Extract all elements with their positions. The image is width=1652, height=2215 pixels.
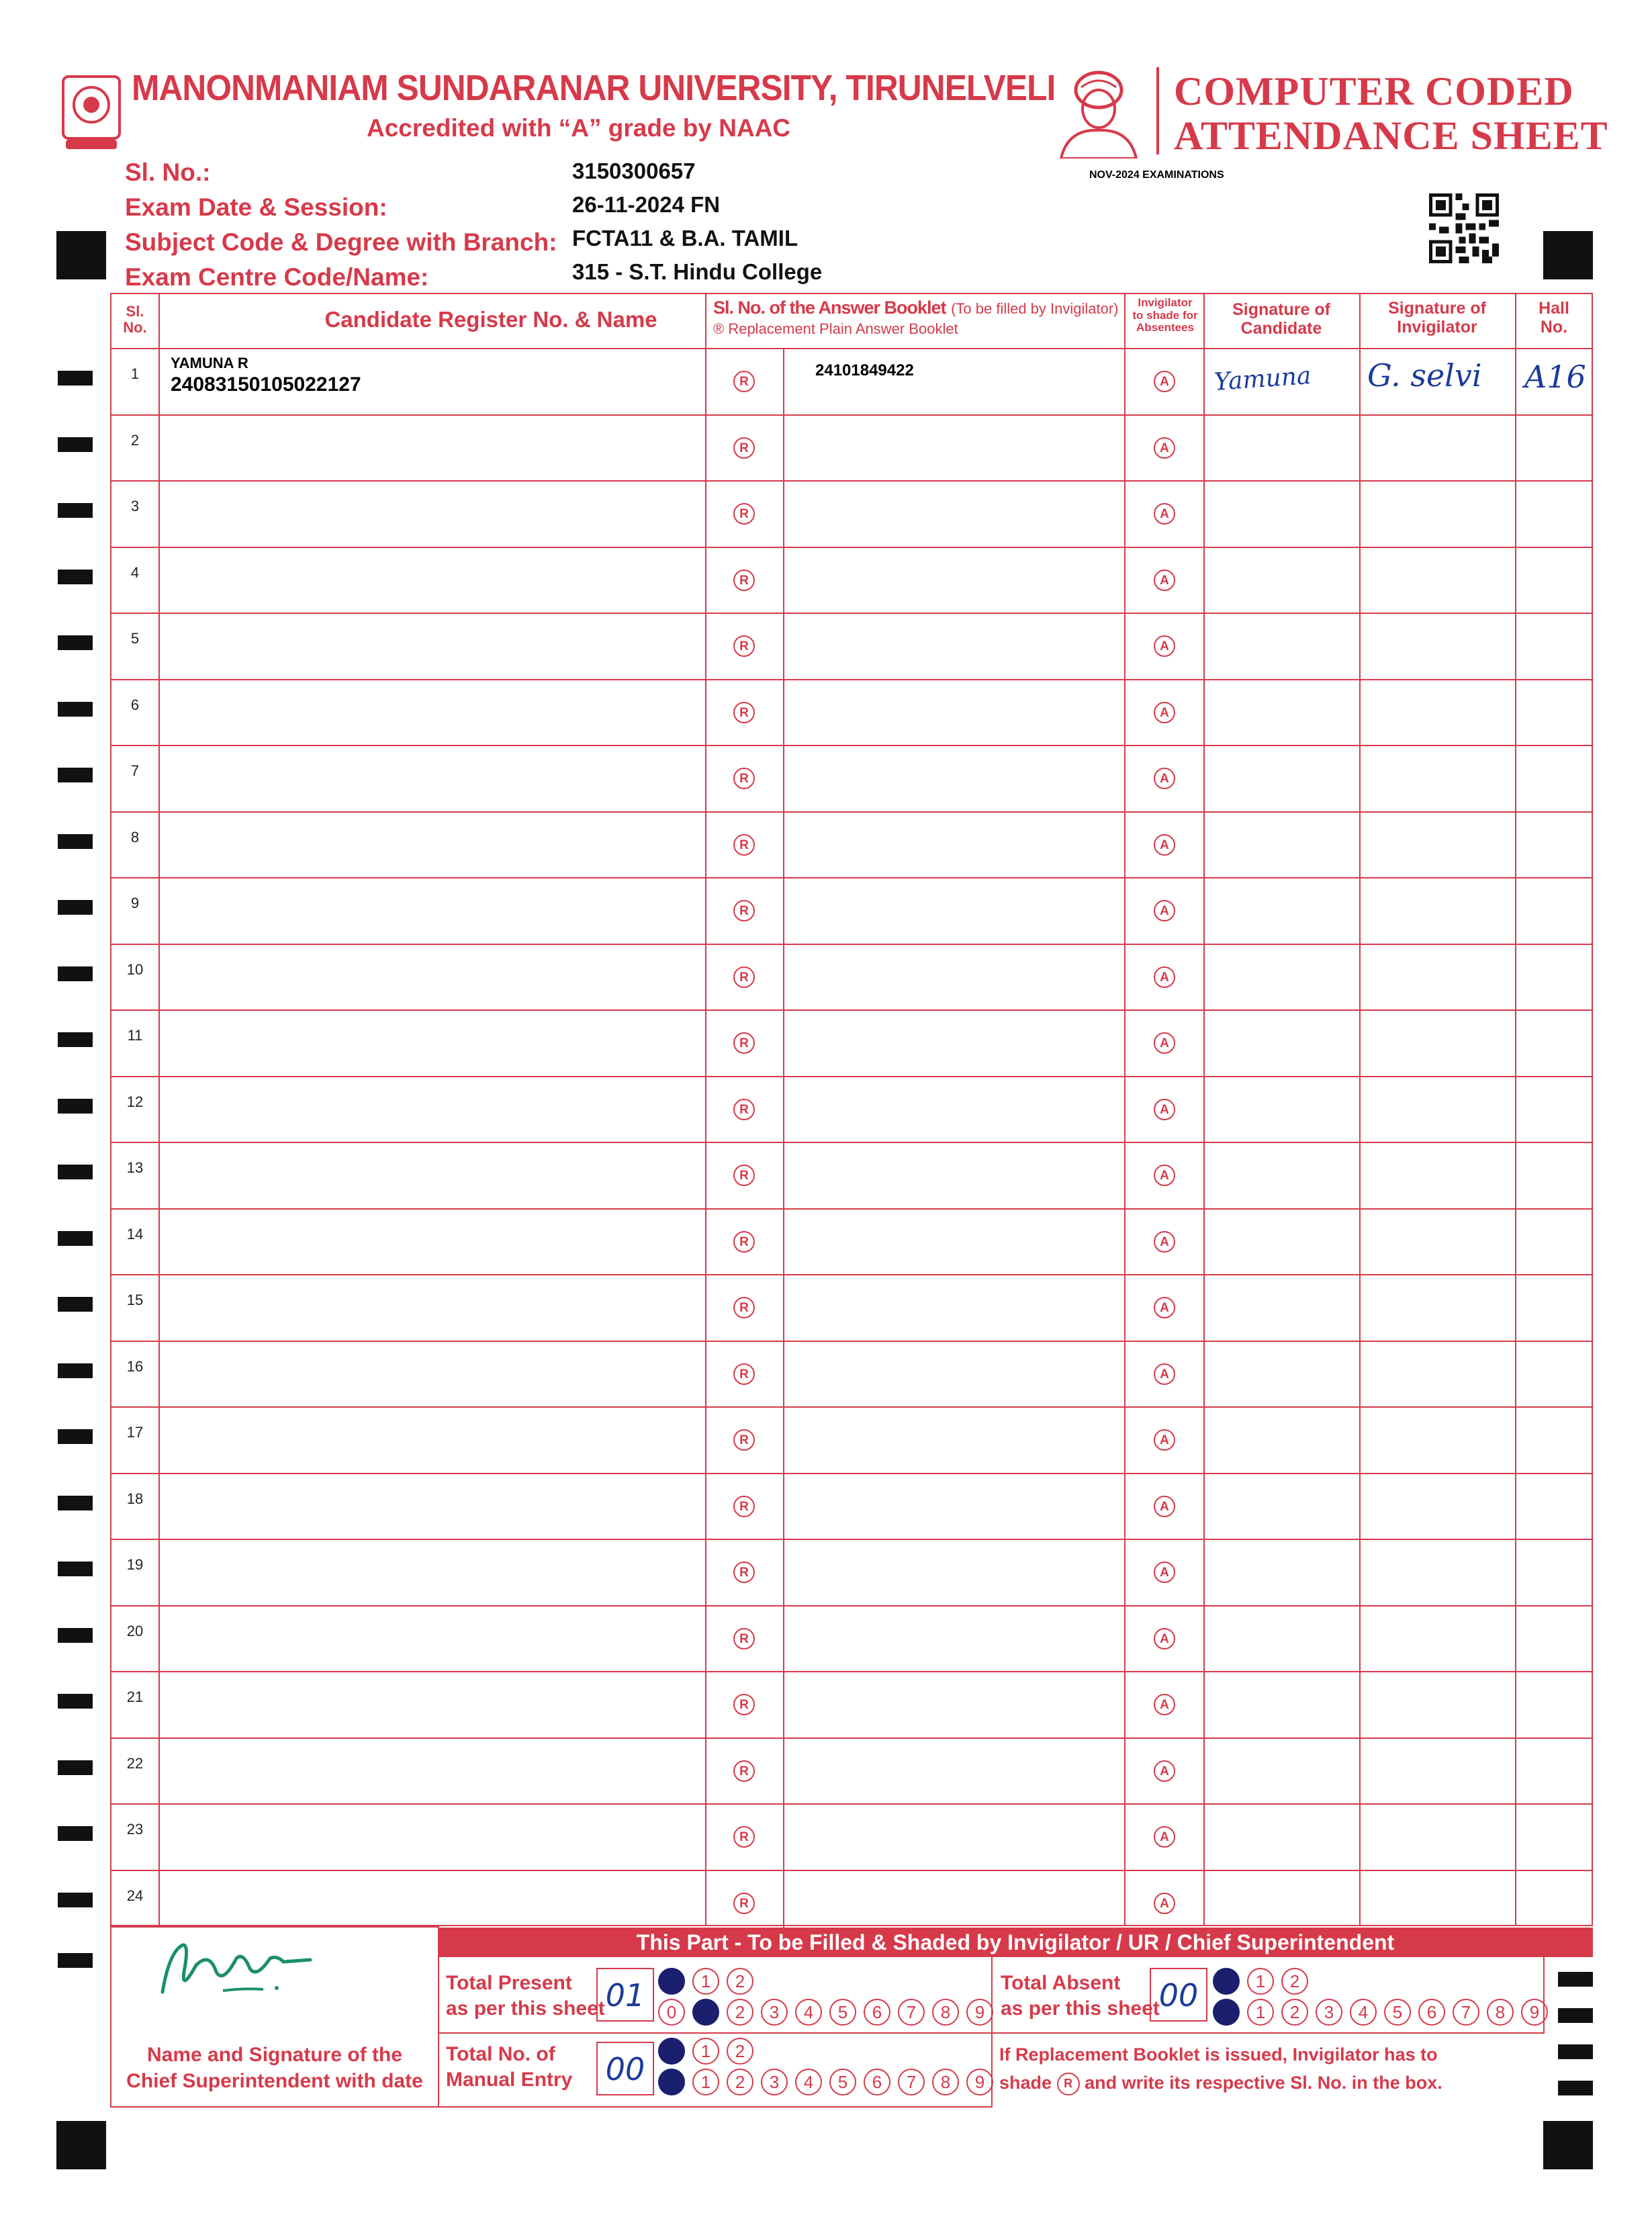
col-header-hall-no: Hall No. [1539,299,1569,336]
replacement-bubble[interactable]: R [733,1893,755,1914]
timing-mark [58,1032,93,1047]
absent-units-bubble-8[interactable]: 8 [1487,1999,1514,2026]
timing-mark [58,635,93,650]
total-present-label: Total Present as per this sheet [446,1972,605,2020]
table-row [111,877,1592,944]
qr-code-icon [1429,193,1499,263]
replacement-note-line1: If Replacement Booklet is issued, Invigilator has to [999,2044,1438,2065]
present-units-bubble-4[interactable]: 4 [795,1999,822,2026]
absentee-bubble[interactable]: A [1154,1297,1175,1318]
timing-mark [58,570,93,584]
answer-booklet-no: 24101849422 [815,361,914,379]
row-number: 1 [130,365,140,382]
timing-mark [58,1496,93,1510]
table-row [111,547,1592,613]
timing-mark [58,702,93,717]
replacement-bubble[interactable]: R [733,371,755,392]
row-number: 3 [130,498,140,514]
candidate-name: YAMUNA R [171,355,248,371]
timing-mark [58,1297,93,1312]
absentee-bubble[interactable]: A [1154,1893,1175,1914]
sl-no-value: 3150300657 [572,159,696,183]
hall-number: A16 [1524,359,1586,395]
manual-units-bubble-1[interactable]: 1 [692,2069,719,2095]
present-units-bubble-5[interactable]: 5 [829,1999,856,2026]
manual-units-bubble-7[interactable]: 7 [898,2069,925,2095]
invigilator-banner: This Part - To be Filled & Shaded by Invigilator / UR / Chief Superintendent [438,1928,1593,1957]
absentee-bubble[interactable]: A [1154,503,1175,525]
table-row [111,1009,1592,1076]
present-units-bubble-6[interactable]: 6 [864,1999,890,2026]
table-row [111,1076,1592,1142]
timing-mark [58,1628,93,1643]
row-number: 9 [130,895,140,911]
absentee-bubble[interactable]: A [1154,768,1175,789]
timing-mark [58,503,93,518]
replacement-bubble[interactable]: R [733,900,755,921]
manual-units-bubble-4[interactable]: 4 [795,2069,822,2095]
absent-units-bubble-3[interactable]: 3 [1316,1999,1342,2026]
absent-units-bubble-4[interactable]: 4 [1350,1999,1377,2026]
replacement-bubble[interactable]: R [733,702,755,723]
alignment-block [1543,231,1593,279]
timing-mark [1558,1972,1593,1987]
absentee-bubble[interactable]: A [1154,1032,1175,1054]
absentee-bubble[interactable]: A [1154,966,1175,988]
absentee-bubble[interactable]: A [1154,635,1175,657]
chief-superintendent-label: Name and Signature of the Chief Superintendent with date [126,2044,423,2092]
absent-units-bubble-0[interactable]: 0 [1213,1999,1240,2026]
replacement-bubble[interactable]: R [733,1297,755,1318]
table-row [111,348,1592,414]
manual-tens-bubble-0[interactable]: 0 [658,2038,685,2065]
timing-mark [58,1165,93,1179]
row-number: 11 [127,1027,143,1044]
table-row [111,1406,1592,1473]
col-header-candidate: Candidate Register No. & Name [324,307,657,332]
attendance-table [110,293,1593,1926]
absent-tens-bubble-2[interactable]: 2 [1281,1968,1308,1995]
replacement-bubble[interactable]: R [733,1496,755,1517]
present-tens-bubble-0[interactable]: 0 [658,1968,685,1995]
absentee-bubble[interactable]: A [1154,1231,1175,1253]
absentee-bubble[interactable]: A [1154,1760,1175,1782]
alignment-block [56,2121,106,2169]
table-row [111,1671,1592,1737]
present-units-bubble-1[interactable]: 1 [692,1999,719,2026]
manual-entry-value: 00 [596,2042,654,2095]
table-row [111,1208,1592,1275]
founder-portrait-icon [1054,67,1142,159]
timing-mark [58,1760,93,1775]
row-number: 14 [126,1225,144,1242]
row-number: 24 [126,1887,144,1904]
row-number: 12 [126,1093,144,1110]
document-title-line1: COMPUTER CODED [1174,69,1574,114]
timing-mark [58,1099,93,1114]
present-units-bubble-9[interactable]: 9 [966,1999,993,2026]
row-number: 2 [130,431,140,449]
timing-mark [1558,2081,1593,2095]
absentee-bubble[interactable]: A [1154,834,1175,856]
absent-units-bubble-9[interactable]: 9 [1521,1999,1548,2026]
col-header-absentees: Invigilator to shade for Absentees [1132,296,1198,334]
timing-mark [58,1231,93,1246]
present-tens-bubble-2[interactable]: 2 [727,1968,753,1995]
replacement-note-shade: shade [999,2073,1052,2093]
replacement-bubble[interactable]: R [733,570,755,591]
manual-tens-bubble-2[interactable]: 2 [727,2038,753,2065]
row-number: 19 [126,1556,144,1573]
present-units-bubble-2[interactable]: 2 [727,1999,753,2026]
timing-mark [58,371,93,386]
total-absent-value: 00 [1150,1968,1207,2022]
candidate-register-no: 24083150105022127 [171,373,361,396]
table-row [111,1539,1592,1605]
university-logo-icon [59,74,124,152]
manual-units-bubble-2[interactable]: 2 [727,2069,753,2095]
replacement-note-symbol: R [1057,2073,1080,2095]
timing-mark [58,834,93,849]
replacement-bubble[interactable]: R [733,1826,755,1848]
timing-mark [58,1953,93,1968]
col-header-candidate-signature: Signature of Candidate [1232,300,1330,338]
replacement-bubble[interactable]: R [733,768,755,789]
replacement-note-line2 [999,2073,1442,2095]
replacement-bubble[interactable]: R [733,1760,755,1782]
chief-superintendent-signature-icon [149,1932,330,2005]
col-header-booklet-note: (To be filled by Invigilator) [951,300,1119,317]
row-number: 16 [126,1357,144,1375]
row-number: 20 [126,1622,144,1639]
present-tens-bubble-1[interactable]: 1 [692,1968,719,1995]
absent-units-bubble-6[interactable]: 6 [1418,1999,1445,2026]
replacement-bubble[interactable]: R [733,1099,755,1120]
absentee-bubble[interactable]: A [1154,437,1175,459]
absentee-bubble[interactable]: A [1154,1628,1175,1649]
table-row [111,944,1592,1010]
row-number: 23 [126,1821,144,1838]
timing-mark [58,1562,93,1576]
replacement-bubble[interactable]: R [733,635,755,657]
absentee-bubble[interactable]: A [1154,570,1175,591]
replacement-bubble[interactable]: R [733,1032,755,1054]
timing-mark [1558,2008,1593,2023]
table-row [111,1341,1592,1407]
table-row [111,745,1592,811]
exam-tag: NOV-2024 EXAMINATIONS [1089,169,1224,181]
subject-label: Subject Code & Degree with Branch: [125,228,557,256]
row-number: 18 [126,1490,144,1507]
col-header-invigilator-signature: Signature of Invigilator [1388,299,1486,336]
row-number: 6 [130,696,140,713]
row-number: 5 [130,630,140,647]
col-header-sl-no: Sl. No. [123,303,147,336]
timing-mark [58,1826,93,1841]
table-row [111,1803,1592,1870]
absentee-bubble[interactable]: A [1154,1099,1175,1120]
replacement-note-rest: and write its respective Sl. No. in the box. [1085,2073,1442,2093]
alignment-block [1543,2121,1593,2169]
timing-mark [58,768,93,782]
exam-date-value: 26-11-2024 FN [572,192,721,217]
manual-units-bubble-3[interactable]: 3 [761,2069,788,2095]
row-number: 17 [126,1424,144,1441]
replacement-bubble[interactable]: R [733,1694,755,1715]
timing-mark [58,1363,93,1378]
centre-value: 315 - S.T. Hindu College [572,259,823,284]
absentee-bubble[interactable]: A [1154,1694,1175,1715]
row-number: 8 [130,828,140,846]
row-number: 22 [126,1754,144,1772]
timing-mark [58,966,93,981]
present-units-bubble-0[interactable]: 0 [658,1999,685,2026]
replacement-bubble[interactable]: R [733,1231,755,1253]
table-row [111,414,1592,481]
timing-mark [58,1694,93,1709]
replacement-bubble[interactable]: R [733,834,755,856]
alignment-block [56,231,106,279]
table-row [111,1142,1592,1208]
absentee-bubble[interactable]: A [1154,702,1175,723]
table-row [111,679,1592,745]
table-row [111,1605,1592,1672]
header-divider [1156,67,1159,154]
absent-tens-bubble-1[interactable]: 1 [1247,1968,1274,1995]
present-units-bubble-3[interactable]: 3 [761,1999,788,2026]
timing-mark [58,437,93,452]
table-row [111,613,1592,679]
present-units-bubble-7[interactable]: 7 [898,1999,925,2026]
table-row [111,811,1592,878]
absent-units-bubble-2[interactable]: 2 [1281,1999,1308,2026]
replacement-bubble[interactable]: R [733,1562,755,1583]
absentee-bubble[interactable]: A [1154,371,1175,392]
replacement-bubble[interactable]: R [733,437,755,459]
absent-units-bubble-5[interactable]: 5 [1384,1999,1411,2026]
row-number: 10 [126,960,144,978]
manual-units-bubble-5[interactable]: 5 [829,2069,856,2095]
absent-units-bubble-1[interactable]: 1 [1247,1999,1274,2026]
timing-mark [58,1429,93,1444]
timing-mark [1558,2044,1593,2059]
document-title-line2: ATTENDANCE SHEET [1174,114,1608,158]
timing-mark [58,1893,93,1907]
replacement-bubble[interactable]: R [733,503,755,525]
candidate-signature: Yamuna [1213,362,1312,396]
absentee-bubble[interactable]: A [1154,900,1175,921]
replacement-bubble[interactable]: R [733,1628,755,1649]
total-present-value: 01 [596,1968,654,2022]
total-absent-label: Total Absent as per this sheet [1001,1972,1160,2020]
manual-units-bubble-9[interactable]: 9 [966,2069,993,2095]
subject-value: FCTA11 & B.A. TAMIL [572,226,798,251]
replacement-bubble[interactable]: R [733,1363,755,1385]
manual-tens-bubble-1[interactable]: 1 [692,2038,719,2065]
col-header-booklet-title: Sl. No. of the Answer Booklet [713,298,946,318]
row-number: 13 [126,1159,144,1176]
absent-tens-bubble-0[interactable]: 0 [1213,1968,1240,1995]
manual-entry-label: Total No. of Manual Entry [446,2043,573,2091]
accreditation-text: Accredited with “A” grade by NAAC [367,114,791,142]
manual-units-bubble-6[interactable]: 6 [864,2069,890,2095]
exam-date-label: Exam Date & Session: [125,193,387,221]
table-row [111,1737,1592,1804]
absentee-bubble[interactable]: A [1154,1562,1175,1583]
absentee-bubble[interactable]: A [1154,1165,1175,1186]
col-header-booklet-sub: ® Replacement Plain Answer Booklet [713,320,958,337]
absentee-bubble[interactable]: A [1154,1363,1175,1385]
row-number: 7 [130,762,140,779]
row-number: 4 [130,563,140,581]
present-units-bubble-8[interactable]: 8 [932,1999,959,2026]
table-row [111,1473,1592,1539]
absent-units-bubble-7[interactable]: 7 [1453,1999,1479,2026]
absentee-bubble[interactable]: A [1154,1496,1175,1517]
manual-units-bubble-0[interactable]: 0 [658,2069,685,2095]
table-row [111,1274,1592,1341]
replacement-bubble[interactable]: R [733,966,755,988]
sl-no-label: Sl. No.: [125,159,211,186]
row-number: 15 [126,1292,144,1308]
replacement-bubble[interactable]: R [733,1429,755,1451]
absentee-bubble[interactable]: A [1154,1826,1175,1848]
invigilator-signature: G. selvi [1367,357,1482,394]
timing-mark [58,900,93,915]
absentee-bubble[interactable]: A [1154,1429,1175,1451]
replacement-bubble[interactable]: R [733,1165,755,1186]
university-name: MANONMANIAM SUNDARANAR UNIVERSITY, TIRUNELVELI [132,68,1056,108]
centre-label: Exam Centre Code/Name: [125,263,429,291]
row-number: 21 [126,1688,144,1705]
manual-units-bubble-8[interactable]: 8 [932,2069,959,2095]
table-row [111,480,1592,547]
